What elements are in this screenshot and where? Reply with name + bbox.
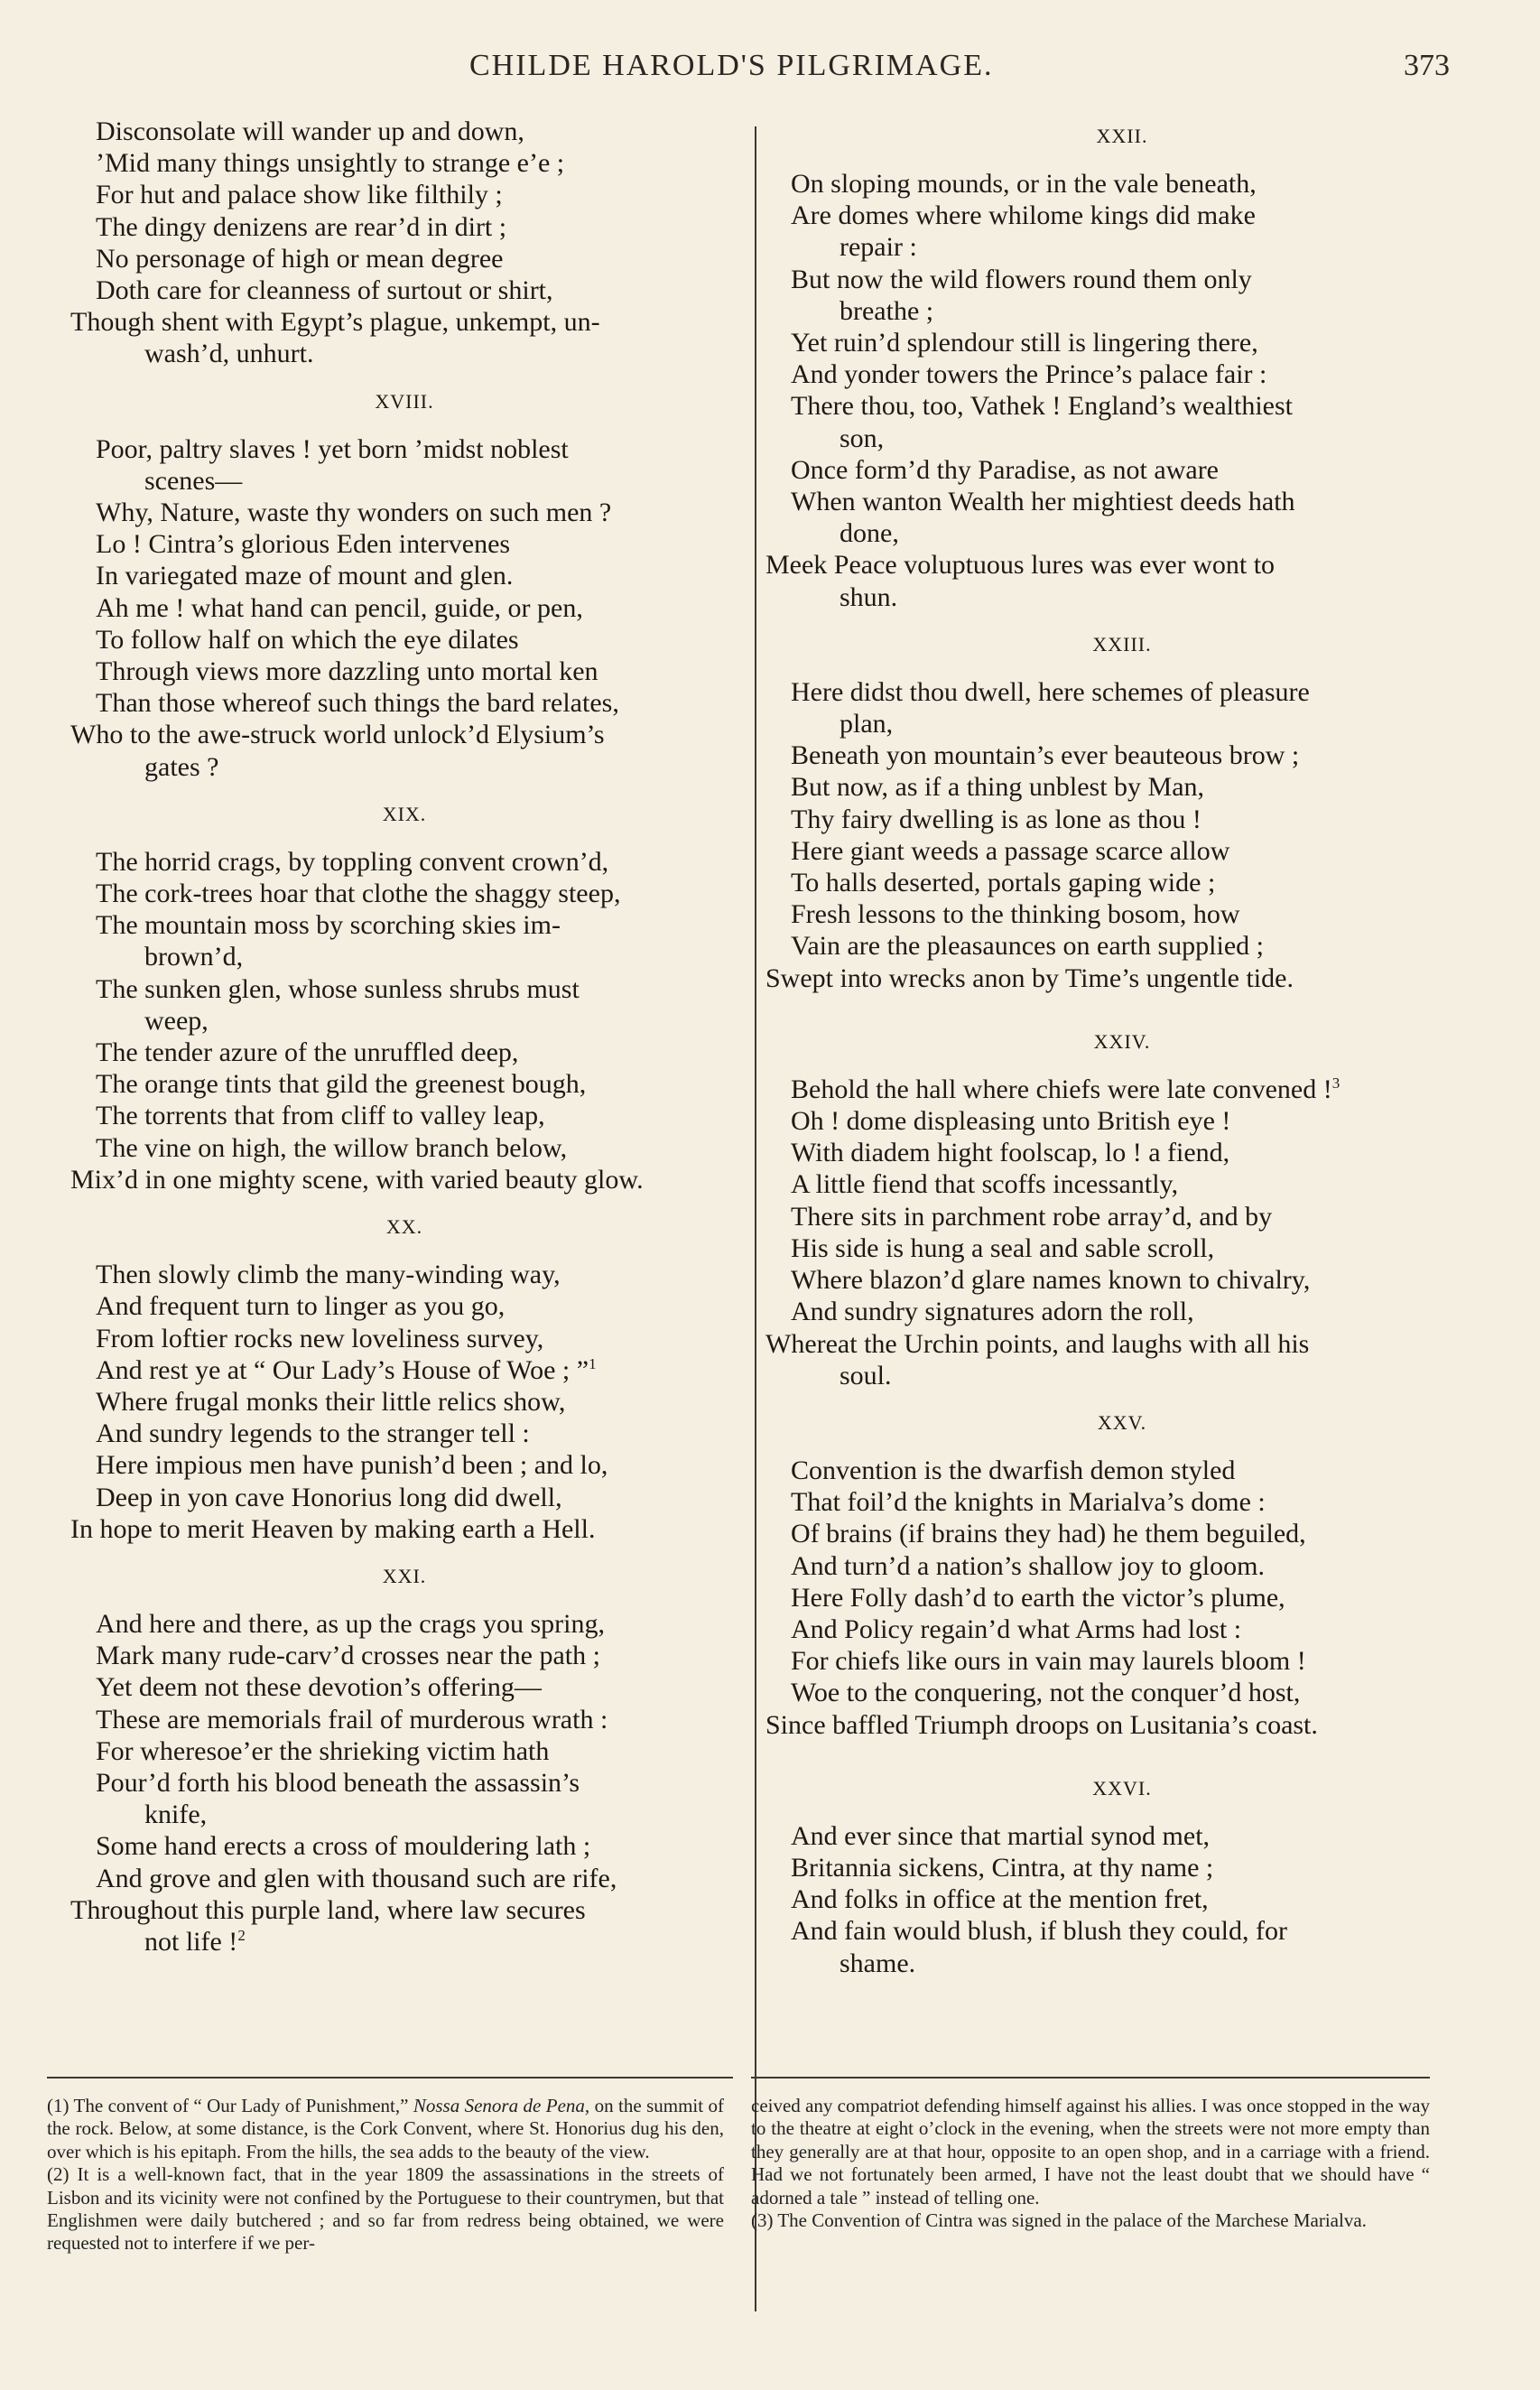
verse-line: For wheresoe’er the shrieking victim hath xyxy=(96,1735,550,1766)
verse-line: soul. xyxy=(840,1360,892,1390)
verse-line: That foil’d the knights in Marialva’s dome : xyxy=(791,1487,1266,1518)
verse-line: Here Folly dash’d to earth the victor’s plume, xyxy=(791,1582,1285,1613)
stanza-20 xyxy=(70,1259,738,1545)
verse-line: Since baffled Triumph droops on Lusitania’s coast. xyxy=(765,1709,1318,1740)
verse-line: And sundry legends to the stranger tell : xyxy=(96,1418,530,1449)
verse-line: Mix’d in one mighty scene, with varied beauty glow. xyxy=(70,1164,644,1195)
verse-line: repair : xyxy=(840,232,917,263)
stanza-17-continuation xyxy=(70,116,738,370)
verse-line: knife, xyxy=(144,1799,208,1830)
stanza-21 xyxy=(70,1608,738,1958)
verse-line: And sundry signatures adorn the roll, xyxy=(791,1297,1194,1327)
verse-line: ’Mid many things unsightly to strange e’e ; xyxy=(96,148,565,179)
verse-line: And here and there, as up the crags you spring, xyxy=(96,1608,605,1639)
verse-line: In hope to merit Heaven by making earth a Hell. xyxy=(70,1513,596,1544)
stanza-24 xyxy=(765,1074,1479,1391)
stanza-26 xyxy=(765,1820,1479,1979)
footnote-text: (1) The convent of “ Our Lady of Punishment,” xyxy=(47,2095,409,2116)
verse-line: Thy fairy dwelling is as lone as thou ! xyxy=(791,804,1201,834)
footnote-1 xyxy=(47,2095,724,2163)
verse-line: Here didst thou dwell, here schemes of pleasure xyxy=(791,676,1310,707)
verse-line: Beneath yon mountain’s ever beauteous brow ; xyxy=(791,740,1300,771)
verse-line: Doth care for cleanness of surtout or shirt, xyxy=(96,275,553,306)
stanza-25 xyxy=(765,1455,1479,1741)
verse-line: son, xyxy=(840,423,885,453)
footnote-italic: Nossa Senora de Pena, xyxy=(413,2095,590,2116)
page-header xyxy=(0,49,1540,94)
verse-line: The sunken glen, whose sunless shrubs must xyxy=(96,973,580,1004)
footnote-rule-right xyxy=(751,2077,1430,2078)
verse-line: Disconsolate will wander up and down, xyxy=(96,116,524,146)
footnote-marker: 2 xyxy=(237,1926,246,1944)
verse-line: Where blazon’d glare names known to chivalry, xyxy=(791,1265,1311,1296)
verse-line: wash’d, unhurt. xyxy=(144,339,314,369)
verse-line: Here giant weeds a passage scarce allow xyxy=(791,835,1230,866)
footnote-rule-left xyxy=(47,2077,733,2078)
footnote-2: (2) It is a well-known fact, that in the year 1809 the assassinations in the streets of Lisbon and its vicinity were not confined by the Portuguese to their countrymen, but that Englishmen were daily butchered ; and so far from redress being obtained, we were requested not to interfere if we per- xyxy=(47,2163,724,2255)
verse-line: Ah me ! what hand can pencil, guide, or pen, xyxy=(96,592,583,623)
verse-line: shun. xyxy=(840,581,898,612)
verse-line: And grove and glen with thousand such are rife, xyxy=(96,1863,617,1893)
verse-line: The torrents that from cliff to valley leap, xyxy=(96,1101,545,1131)
verse-line: But now the wild flowers round them only xyxy=(791,264,1252,294)
stanza-numeral: XXVI. xyxy=(1092,1776,1152,1799)
verse-line: Through views more dazzling unto mortal ken xyxy=(96,656,598,687)
verse-line: For hut and palace show like filthily ; xyxy=(96,180,503,210)
column-divider xyxy=(755,126,756,2311)
page-number: 373 xyxy=(1404,49,1450,82)
verse-line: When wanton Wealth her mightiest deeds hath xyxy=(791,487,1295,517)
verse-text: not life ! xyxy=(144,1926,238,1957)
verse-line xyxy=(70,1926,738,1958)
verse-line: Some hand erects a cross of mouldering lath ; xyxy=(96,1831,591,1862)
verse-line: In variegated maze of mount and glen. xyxy=(96,561,514,591)
verse-line: scenes— xyxy=(144,465,243,496)
verse-line: The cork-trees hoar that clothe the shaggy steep, xyxy=(96,879,621,909)
verse-line: Swept into wrecks anon by Time’s ungentle tide. xyxy=(765,963,1294,993)
verse-line: Who to the awe-struck world unlock’d Elysium’s xyxy=(70,720,605,750)
verse-line: The orange tints that gild the greenest bough, xyxy=(96,1069,587,1100)
verse-line: His side is hung a seal and sable scroll, xyxy=(791,1232,1215,1263)
verse-line: Mark many rude-carv’d crosses near the path ; xyxy=(96,1641,600,1671)
verse-line: Then slowly climb the many-winding way, xyxy=(96,1260,561,1290)
stanza-18 xyxy=(70,433,738,783)
verse-line: There sits in parchment robe array’d, and by xyxy=(791,1201,1273,1232)
stanza-numeral: XXIV. xyxy=(1093,1029,1151,1053)
verse-line: These are memorials frail of murderous wrath : xyxy=(96,1704,608,1734)
verse-line: A little fiend that scoffs incessantly, xyxy=(791,1169,1179,1200)
footnote-2-continued: ceived any compatriot defending himself against his allies. I was once stopped in the way to the theatre at eight o’clock in the evening, when the streets were not more empty than they generally are at that hour, opposite to an open shop, and in a carriage with a friend. Had we not fortunately been armed, I have not the least doubt that we should have “ adorned a tale ” instead of telling one. xyxy=(751,2095,1430,2209)
verse-line: Lo ! Cintra’s glorious Eden intervenes xyxy=(96,529,511,560)
footnote-marker: 1 xyxy=(589,1354,597,1372)
verse-line: And Policy regain’d what Arms had lost : xyxy=(791,1613,1242,1644)
verse-line: From loftier rocks new loveliness survey, xyxy=(96,1323,544,1353)
verse-line: There thou, too, Vathek ! England’s wealthiest xyxy=(791,391,1293,422)
verse-line: Vain are the pleasaunces on earth supplied ; xyxy=(791,931,1264,962)
verse-line: The dingy denizens are rear’d in dirt ; xyxy=(96,211,507,242)
stanza-numeral: XIX. xyxy=(382,802,427,825)
verse-line: Here impious men have punish’d been ; and lo, xyxy=(96,1450,608,1481)
verse-text: Behold the hall where chiefs were late convened ! xyxy=(791,1074,1332,1104)
verse-line: Once form’d thy Paradise, as not aware xyxy=(791,454,1219,485)
verse-line: Whereat the Urchin points, and laughs with all his xyxy=(765,1328,1310,1359)
verse-line: Where frugal monks their little relics show, xyxy=(96,1386,566,1417)
verse-line: Throughout this purple land, where law secures xyxy=(70,1894,586,1925)
verse-line: No personage of high or mean degree xyxy=(96,243,504,274)
stanza-23 xyxy=(765,676,1479,994)
verse-line: breathe ; xyxy=(840,295,934,326)
verse-text: And rest ye at “ Our Lady’s House of Woe ; ” xyxy=(96,1354,589,1385)
verse-line: shame. xyxy=(840,1948,916,1978)
verse-line xyxy=(765,1074,1479,1105)
verse-line: Why, Nature, waste thy wonders on such men ? xyxy=(96,498,612,528)
verse-line: And fain would blush, if blush they could, for xyxy=(791,1916,1287,1947)
stanza-19 xyxy=(70,846,738,1195)
stanza-22 xyxy=(765,168,1479,613)
verse-line: Convention is the dwarfish demon styled xyxy=(791,1455,1236,1485)
stanza-numeral: XXII. xyxy=(1096,125,1148,147)
verse-line: To follow half on which the eye dilates xyxy=(96,624,519,655)
verse-line: Are domes where whilome kings did make xyxy=(791,200,1256,231)
verse-line: Woe to the conquering, not the conquer’d host, xyxy=(791,1678,1301,1708)
stanza-numeral: XXI. xyxy=(382,1564,427,1587)
verse-line: And turn’d a nation’s shallow joy to gloom. xyxy=(791,1550,1265,1581)
footnotes-left xyxy=(47,2095,724,2255)
verse-line: Poor, paltry slaves ! yet born ’midst noblest xyxy=(96,433,569,464)
verse-line: For chiefs like ours in vain may laurels bloom ! xyxy=(791,1646,1306,1677)
verse-line: And folks in office at the mention fret, xyxy=(791,1884,1209,1915)
verse-line: Fresh lessons to the thinking bosom, how xyxy=(791,899,1240,930)
verse-line: brown’d, xyxy=(144,942,244,972)
verse-line: weep, xyxy=(144,1005,209,1036)
verse-line: But now, as if a thing unblest by Man, xyxy=(791,772,1205,803)
verse-line: done, xyxy=(840,518,899,549)
verse-line: With diadem hight foolscap, lo ! a fiend, xyxy=(791,1138,1230,1168)
verse-line: Yet ruin’d splendour still is lingering there, xyxy=(791,328,1258,358)
verse-line: The horrid crags, by toppling convent crown’d, xyxy=(96,846,609,877)
verse-line: gates ? xyxy=(144,751,219,782)
verse-line: Britannia sickens, Cintra, at thy name ; xyxy=(791,1852,1214,1883)
verse-line: Though shent with Egypt’s plague, unkempt, un- xyxy=(70,307,600,338)
verse-line: Of brains (if brains they had) he them beguiled, xyxy=(791,1519,1306,1549)
verse-line: On sloping mounds, or in the vale beneath, xyxy=(791,169,1257,199)
verse-line: plan, xyxy=(840,709,894,739)
verse-line: And frequent turn to linger as you go, xyxy=(96,1291,506,1322)
verse-line: Oh ! dome displeasing unto British eye ! xyxy=(791,1106,1231,1137)
running-title: CHILDE HAROLD'S PILGRIMAGE. xyxy=(469,49,994,82)
verse-line: Pour’d forth his blood beneath the assassin’s xyxy=(96,1767,580,1798)
verse-line: Yet deem not these devotion’s offering— xyxy=(96,1672,542,1703)
verse-line: The mountain moss by scorching skies im- xyxy=(96,910,561,941)
verse-line: The tender azure of the unruffled deep, xyxy=(96,1037,519,1068)
verse-line: Deep in yon cave Honorius long did dwell, xyxy=(96,1482,562,1512)
verse-line: Meek Peace voluptuous lures was ever wont to xyxy=(765,550,1276,581)
footnote-text: on the summit of the rock. Below, at some distance, is the Cork Convent, where St. Honorius dug his den, over which is his epitaph. From the hills, the sea adds to the beauty of the view. xyxy=(47,2095,724,2162)
footnotes-right xyxy=(751,2095,1430,2232)
verse-line: Than those whereof such things the bard relates, xyxy=(96,688,619,719)
left-column xyxy=(70,116,738,1958)
verse-line: And yonder towers the Prince’s palace fair : xyxy=(791,359,1267,390)
verse-line: To halls deserted, portals gaping wide ; xyxy=(791,868,1216,898)
right-column xyxy=(765,116,1479,1979)
stanza-numeral: XXV. xyxy=(1097,1410,1147,1434)
footnote-marker: 3 xyxy=(1331,1074,1341,1092)
verse-line: The vine on high, the willow branch below, xyxy=(96,1132,568,1163)
verse-line xyxy=(70,1354,738,1386)
stanza-numeral: XX. xyxy=(385,1215,423,1239)
stanza-numeral: XXIII. xyxy=(1092,632,1152,656)
stanza-numeral: XVIII. xyxy=(375,389,434,413)
footnote-3: (3) The Convention of Cintra was signed in the palace of the Marchese Marialva. xyxy=(751,2209,1367,2232)
verse-line: And ever since that martial synod met, xyxy=(791,1820,1211,1851)
